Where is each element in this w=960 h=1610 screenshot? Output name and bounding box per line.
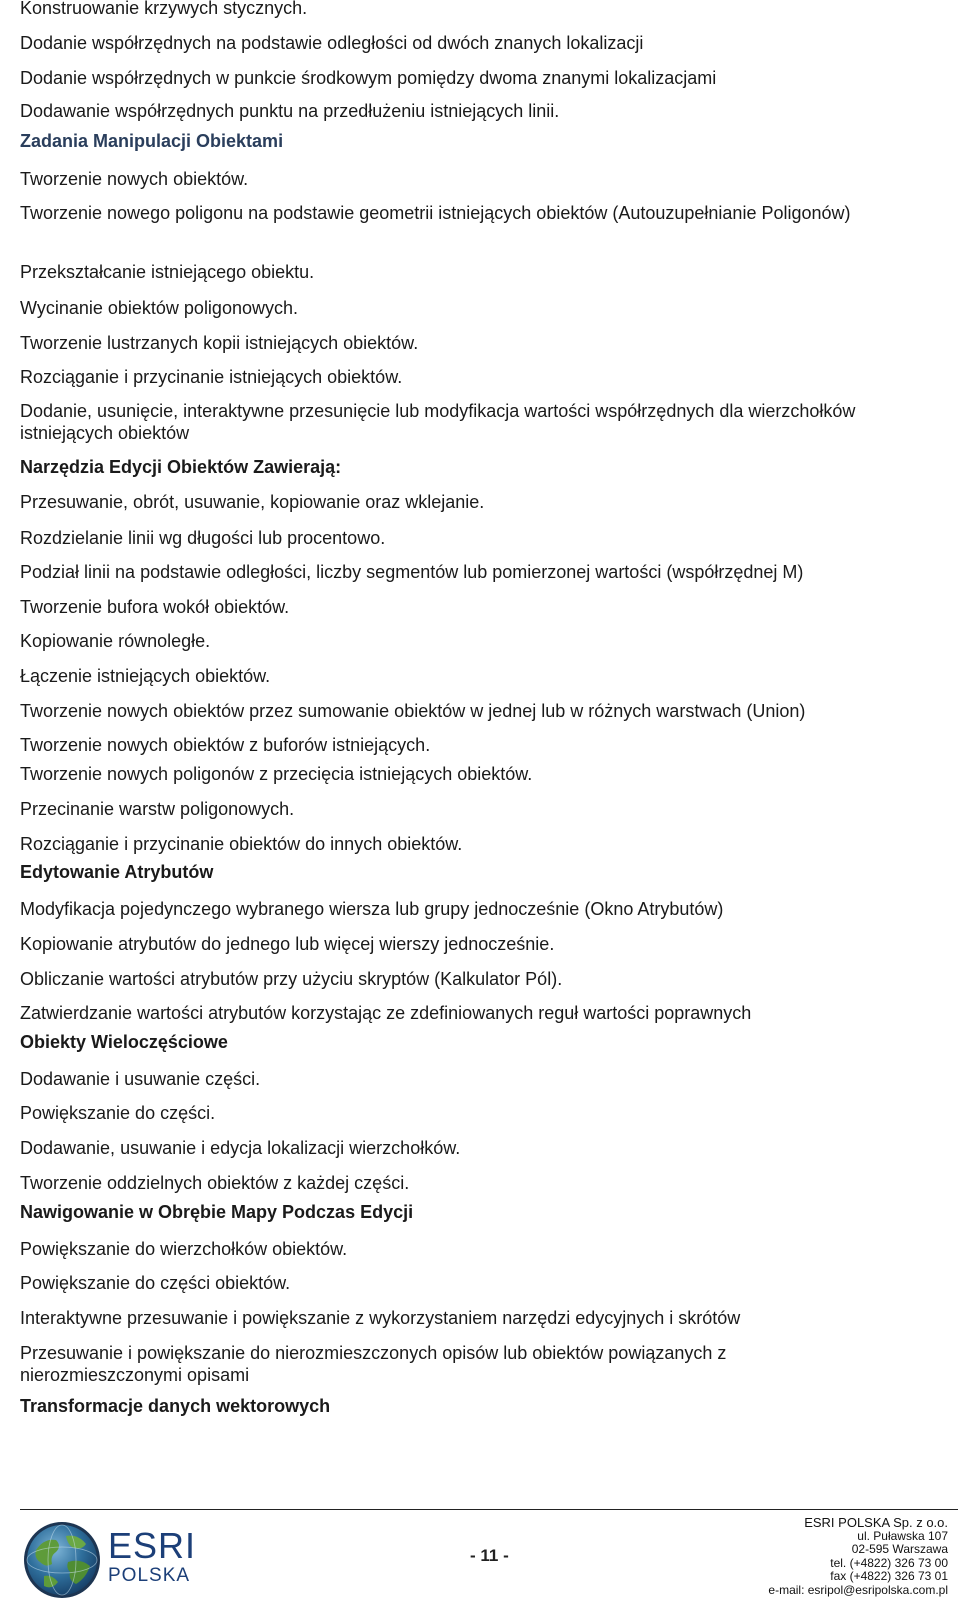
text-line: Tworzenie lustrzanych kopii istniejących obiektów. — [20, 333, 419, 353]
text-line: Tworzenie oddzielnych obiektów z każdej części. — [20, 1173, 410, 1193]
text-line: Kopiowanie równoległe. — [20, 631, 211, 651]
text-line: Przecinanie warstw poligonowych. — [20, 799, 295, 819]
text-line: Tworzenie nowych obiektów. — [20, 169, 249, 189]
text-line: Modyfikacja pojedynczego wybranego wiersza lub grupy jednocześnie (Okno Atrybutów) — [20, 899, 724, 919]
text-line: Dodawanie współrzędnych punktu na przedłużeniu istniejących linii. — [20, 101, 560, 121]
text-line: Powiększanie do części obiektów. — [20, 1273, 291, 1293]
text-line: Dodawanie i usuwanie części. — [20, 1069, 261, 1089]
logo-main-text: ESRI — [108, 1525, 197, 1566]
company-name: ESRI POLSKA Sp. z o.o. — [804, 1515, 948, 1530]
text-line: Przesuwanie, obrót, usuwanie, kopiowanie oraz wklejanie. — [20, 492, 485, 512]
text-line: Tworzenie nowych obiektów przez sumowanie obiektów w jednej lub w różnych warstwach (Union) — [20, 701, 806, 721]
page-number: - 11 - — [470, 1546, 509, 1565]
text-line: Powiększanie do części. — [20, 1103, 216, 1123]
text-line: Podział linii na podstawie odległości, liczby segmentów lub pomierzonej wartości (współrzędnej M) — [20, 562, 804, 582]
section-heading: Narzędzia Edycji Obiektów Zawierają: — [20, 457, 342, 477]
text-line: Powiększanie do wierzchołków obiektów. — [20, 1239, 348, 1259]
company-email: e-mail: esripol@esripolska.com.pl — [768, 1582, 948, 1597]
text-line: Obliczanie wartości atrybutów przy użyciu skryptów (Kalkulator Pól). — [20, 969, 563, 989]
section-heading: Edytowanie Atrybutów — [20, 862, 214, 882]
text-line: Przekształcanie istniejącego obiektu. — [20, 262, 315, 282]
text-line: Dodanie współrzędnych w punkcie środkowym pomiędzy dwoma znanymi lokalizacjami — [20, 68, 717, 88]
text-line: Rozciąganie i przycinanie obiektów do innych obiektów. — [20, 834, 463, 854]
section-heading: Obiekty Wieloczęściowe — [20, 1032, 228, 1052]
text-line: Wycinanie obiektów poligonowych. — [20, 298, 298, 318]
text-line: Łączenie istniejących obiektów. — [20, 666, 271, 686]
text-line: Tworzenie nowych poligonów z przecięcia istniejących obiektów. — [20, 764, 533, 784]
section-heading: Transformacje danych wektorowych — [20, 1396, 331, 1416]
text-line: Dodanie, usunięcie, interaktywne przesunięcie lub modyfikacja wartości współrzędnych dla wierzchołków istniejących obiektów — [20, 401, 856, 443]
esri-logo-wordmark — [108, 1525, 197, 1586]
text-line: Tworzenie nowych obiektów z buforów istniejących. — [20, 735, 431, 755]
text-line: Rozciąganie i przycinanie istniejących obiektów. — [20, 367, 403, 387]
section-heading: Zadania Manipulacji Obiektami — [20, 131, 284, 151]
footer-divider — [20, 1509, 958, 1510]
text-line: Dodawanie, usuwanie i edycja lokalizacji wierzchołków. — [20, 1138, 461, 1158]
section-heading: Nawigowanie w Obrębie Mapy Podczas Edycji — [20, 1202, 414, 1222]
text-line: Kopiowanie atrybutów do jednego lub więcej wierszy jednocześnie. — [20, 934, 555, 954]
company-street: ul. Puławska 107 — [857, 1528, 948, 1543]
text-line: Konstruowanie krzywych stycznych. — [20, 0, 308, 18]
text-line: Zatwierdzanie wartości atrybutów korzystając ze zdefiniowanych reguł wartości poprawnych — [20, 1003, 752, 1023]
text-line: Przesuwanie i powiększanie do nierozmieszczonych opisów lub obiektów powiązanych z nierozmieszczonymi opisami — [20, 1343, 727, 1385]
logo-sub-text: POLSKA — [108, 1565, 191, 1586]
company-phone: tel. (+4822) 326 73 00 — [830, 1555, 948, 1570]
company-city: 02-595 Warszawa — [851, 1542, 948, 1556]
text-line: Tworzenie bufora wokół obiektów. — [20, 597, 290, 617]
text-line: Rozdzielanie linii wg długości lub procentowo. — [20, 528, 386, 548]
text-line: Tworzenie nowego poligonu na podstawie geometrii istniejących obiektów (Autouzupełnianie Poligonów) — [20, 203, 851, 223]
text-line: Interaktywne przesuwanie i powiększanie z wykorzystaniem narzędzi edycyjnych i skrótów — [20, 1308, 741, 1328]
text-line: Dodanie współrzędnych na podstawie odległości od dwóch znanych lokalizacji — [20, 33, 644, 53]
company-contact-block — [768, 1516, 948, 1597]
company-fax: fax (+4822) 326 73 01 — [830, 1569, 948, 1583]
